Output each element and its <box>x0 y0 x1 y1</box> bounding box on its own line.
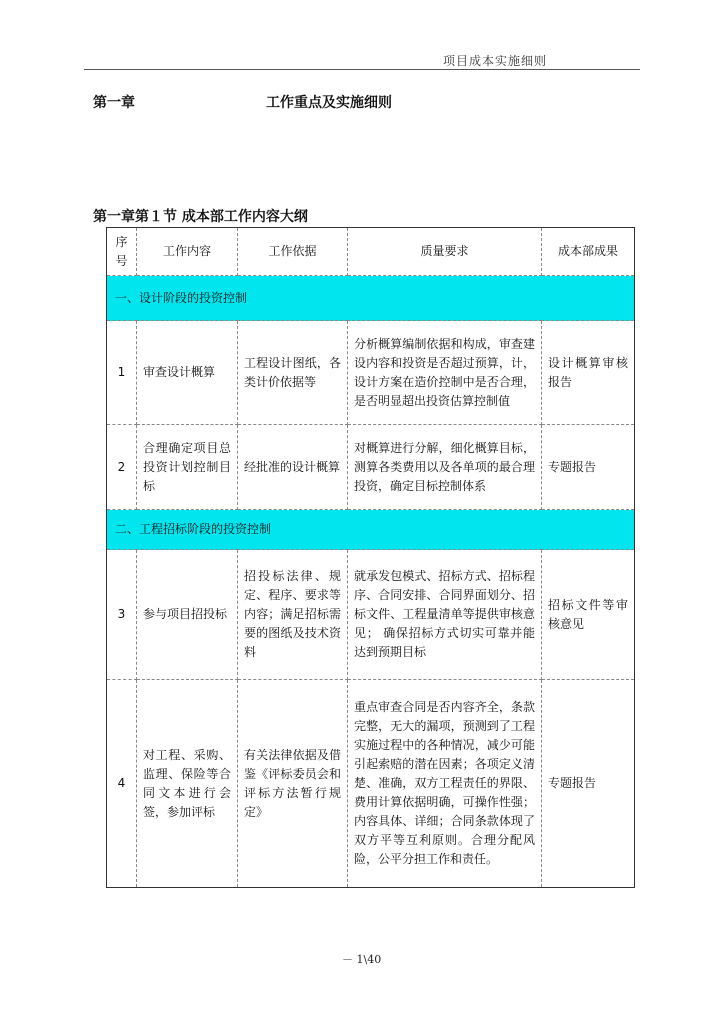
cell-no: 2 <box>107 425 137 510</box>
header-cell-result: 成本部成果 <box>542 228 635 276</box>
cell-no: 3 <box>107 550 137 680</box>
cell-quality: 重点审查合同是否内容齐全，条款完整，无大的漏项，预测到了工程实施过程中的各种情况，减少可能引起索赔的潜在因素；各项定义清楚、准确，双方工程责任的界限、费用计算依据明确，可操作性强；内容具体、详细；合同条款体现了双方平等互利原则。合理分配风险，公平分担工作和责任。 <box>348 680 542 888</box>
cell-result: 招标文件等审核意见 <box>542 550 635 680</box>
table-header-row <box>107 228 635 276</box>
header-cell-basis: 工作依据 <box>238 228 348 276</box>
section-title: 第一章第１节 成本部工作内容大纲 <box>93 209 308 225</box>
cost-work-outline-table <box>106 227 635 888</box>
section-row-label: 二、工程招标阶段的投资控制 <box>107 510 635 550</box>
cell-basis: 经批准的设计概算 <box>238 425 348 510</box>
header-cell-content: 工作内容 <box>137 228 238 276</box>
header-cell-quality: 质量要求 <box>348 228 542 276</box>
cell-content: 参与项目招投标 <box>137 550 238 680</box>
cell-content: 审查设计概算 <box>137 321 238 425</box>
cell-basis: 有关法律依据及借鉴《评标委员会和评标方法暂行规定》 <box>238 680 348 888</box>
cell-content: 合理确定项目总投资计划控制目标 <box>137 425 238 510</box>
cell-quality: 对概算进行分解，细化概算目标，测算各类费用以及各单项的最合理投资，确定目标控制体系 <box>348 425 542 510</box>
header-rule <box>84 69 640 70</box>
cell-result: 专题报告 <box>542 680 635 888</box>
cell-no: 4 <box>107 680 137 888</box>
header-cell-no: 序号 <box>107 228 137 276</box>
cell-content: 对工程、采购、监理、保险等合同文本进行会签，参加评标 <box>137 680 238 888</box>
section-row-bidding <box>107 510 635 550</box>
cell-quality: 分析概算编制依据和构成，审查建设内容和投资是否超过预算，计，设计方案在造价控制中是否合理，是否明显超出投资估算控制值 <box>348 321 542 425</box>
section-row-design <box>107 276 635 321</box>
cell-basis: 招投标法律、规定、程序、要求等内容；满足招标需要的图纸及技术资料 <box>238 550 348 680</box>
table-row <box>107 550 635 680</box>
chapter-number: 第一章 <box>93 95 135 111</box>
cell-basis: 工程设计图纸，各类计价依据等 <box>238 321 348 425</box>
table-row <box>107 425 635 510</box>
table-row <box>107 680 635 888</box>
table-row <box>107 321 635 425</box>
cell-quality: 就承发包模式、招标方式、招标程序、合同安排、合同界面划分、招标文件、工程量清单等提供审核意见； 确保招标方式切实可靠并能达到预期目标 <box>348 550 542 680</box>
cell-result: 设计概算审核报告 <box>542 321 635 425</box>
page-number: － 1\40 <box>342 953 382 966</box>
chapter-title: 工作重点及实施细则 <box>266 95 392 111</box>
running-header: 项目成本实施细则 <box>443 54 548 68</box>
cell-result: 专题报告 <box>542 425 635 510</box>
cell-no: 1 <box>107 321 137 425</box>
section-row-label: 一、设计阶段的投资控制 <box>107 276 635 321</box>
